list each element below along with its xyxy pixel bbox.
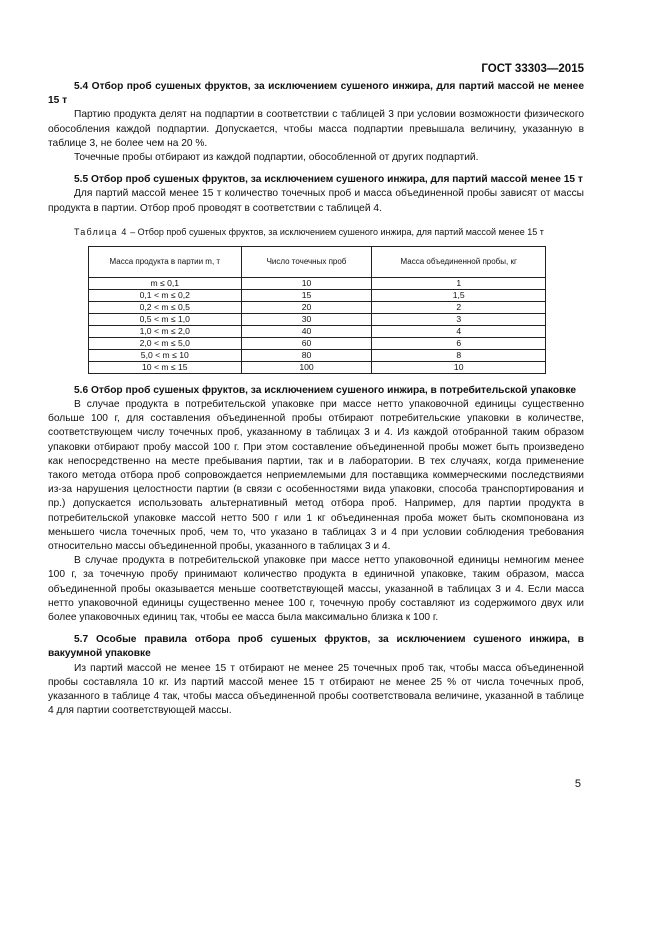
table-4-caption bbox=[74, 226, 584, 238]
table-cell: 1 bbox=[372, 277, 546, 289]
table-row bbox=[89, 289, 546, 301]
table-cell: 20 bbox=[241, 301, 372, 313]
table-cell: 0,5 < m ≤ 1,0 bbox=[89, 313, 242, 325]
table-4-caption-text: – Отбор проб сушеных фруктов, за исключением сушеного инжира, для партий массой менее 15 т bbox=[127, 226, 544, 237]
table-cell: 80 bbox=[241, 349, 372, 361]
table-row bbox=[89, 361, 546, 373]
table-4 bbox=[88, 246, 546, 374]
section-5-6-paragraph-2: В случае продукта в потребительской упаковке при массе нетто упаковочной единицы немногим менее 100 г, за точечную пробу принимают количество продукта в единичной упаковке, таким образом, масса объединенной пробы оказывается меньше соответствующей массы, указанной в таблицах 3 и 4. Если масса нетто упаковочной единицы существенно менее 100 г, точечную пробу составляют из содержимого двух или более упаковочных единиц так, чтобы ее масса была максимально близка к 100 г. bbox=[48, 555, 584, 624]
table-cell: 2,0 < m ≤ 5,0 bbox=[89, 337, 242, 349]
table-row bbox=[89, 301, 546, 313]
table-cell: 8 bbox=[372, 349, 546, 361]
section-5-4-heading: 5.4 Отбор проб сушеных фруктов, за исключением сушеного инжира, для партий массой не менее 15 т bbox=[48, 81, 584, 107]
table-cell: 60 bbox=[241, 337, 372, 349]
table-cell: m ≤ 0,1 bbox=[89, 277, 242, 289]
section-5-7-heading: 5.7 Особые правила отбора проб сушеных фруктов, за исключением сушеного инжира, в вакуумной упаковке bbox=[48, 634, 584, 660]
document-header: ГОСТ 33303—2015 bbox=[481, 63, 584, 75]
table-row bbox=[89, 349, 546, 361]
table-cell: 0,1 < m ≤ 0,2 bbox=[89, 289, 242, 301]
section-5-6-heading: 5.6 Отбор проб сушеных фруктов, за исключением сушеного инжира, в потребительской упаковке bbox=[74, 384, 577, 396]
section-5-4-paragraph-2: Точечные пробы отбирают из каждой подпартии, обособленной от других подпартий. bbox=[74, 152, 479, 164]
table-row bbox=[89, 337, 546, 349]
table-cell: 6 bbox=[372, 337, 546, 349]
table-header-cell: Число точечных проб bbox=[241, 246, 372, 277]
table-cell: 0,2 < m ≤ 0,5 bbox=[89, 301, 242, 313]
table-4-caption-label: Таблица 4 bbox=[74, 226, 128, 237]
table-cell: 100 bbox=[241, 361, 372, 373]
section-5-7-paragraph-1: Из партий массой не менее 15 т отбирают не менее 25 точечных проб так, чтобы масса объединенной пробы составляла 10 кг. Из партий массой менее 15 т отбирают не менее 25 % от числа точечных проб, указанного в таблице 4 так, чтобы масса объединенной пробы соответствовала величине, указанной в таблице 4 для партии соответствующей массы. bbox=[48, 662, 584, 717]
table-header-cell: Масса объединенной пробы, кг bbox=[372, 246, 546, 277]
section-5-5-heading: 5.5 Отбор проб сушеных фруктов, за исключением сушеного инжира, для партий массой менее 15 т bbox=[74, 174, 583, 186]
table-cell: 4 bbox=[372, 325, 546, 337]
section-5-5-paragraph-1: Для партий массой менее 15 т количество точечных проб и масса объединенной пробы зависят от массы продукта в партии. Отбор проб проводят в соответствии с таблицей 4. bbox=[48, 188, 584, 214]
table-cell: 3 bbox=[372, 313, 546, 325]
table-cell: 1,5 bbox=[372, 289, 546, 301]
section-5-6-paragraph-1: В случае продукта в потребительской упаковке при массе нетто упаковочной единицы существенно больше 100 г, для составления объединенной пробы отбирают потребительские упаковки в количестве, соответствующем числу точечных проб, указанному в таблицах 3 и 4. Из каждой отобранной таким образом упаковки отбирают пробу массой 100 г. При этом составление объединенной пробы может быть произведено как непосредственно на месте пребывания партии, так и в лаборатории. В тех случаях, когда применение такого метода отбора проб сопровождается неприемлемыми для поставщика коммерческими последствиями из-за нарушения целостности партии (в связи с особенностями вида упаковки, способа транспортирования и пр.) допускается использовать альтернативный метод отбора проб. Например, для партии продукта в потребительской упаковке массой нетто 500 г или 1 кг объединенная проба может быть скомпонована из меньшего числа точечных проб, чем то, что указано в таблицах 3 и 4 при условии соблюдения требования относительно массы объединенной пробы, указанного в таблицах 3 и 4. bbox=[48, 399, 584, 553]
table-header-row bbox=[89, 246, 546, 277]
table-cell: 10 bbox=[241, 277, 372, 289]
table-header-cell: Масса продукта в партии m, т bbox=[89, 246, 242, 277]
table-cell: 5,0 < m ≤ 10 bbox=[89, 349, 242, 361]
table-cell: 1,0 < m ≤ 2,0 bbox=[89, 325, 242, 337]
table-cell: 30 bbox=[241, 313, 372, 325]
document-body bbox=[48, 80, 584, 719]
table-cell: 15 bbox=[241, 289, 372, 301]
table-row bbox=[89, 313, 546, 325]
table-cell: 10 bbox=[372, 361, 546, 373]
page-number: 5 bbox=[574, 778, 581, 790]
section-5-4-paragraph-1: Партию продукта делят на подпартии в соответствии с таблицей 3 при условии возможности физического обособления каждой подпартии. Допускается, чтобы масса подпартии превышала величину, указанную в таблице 3, не более чем на 20 %. bbox=[48, 109, 584, 149]
table-row bbox=[89, 277, 546, 289]
table-cell: 40 bbox=[241, 325, 372, 337]
table-row bbox=[89, 325, 546, 337]
table-cell: 10 < m ≤ 15 bbox=[89, 361, 242, 373]
table-cell: 2 bbox=[372, 301, 546, 313]
